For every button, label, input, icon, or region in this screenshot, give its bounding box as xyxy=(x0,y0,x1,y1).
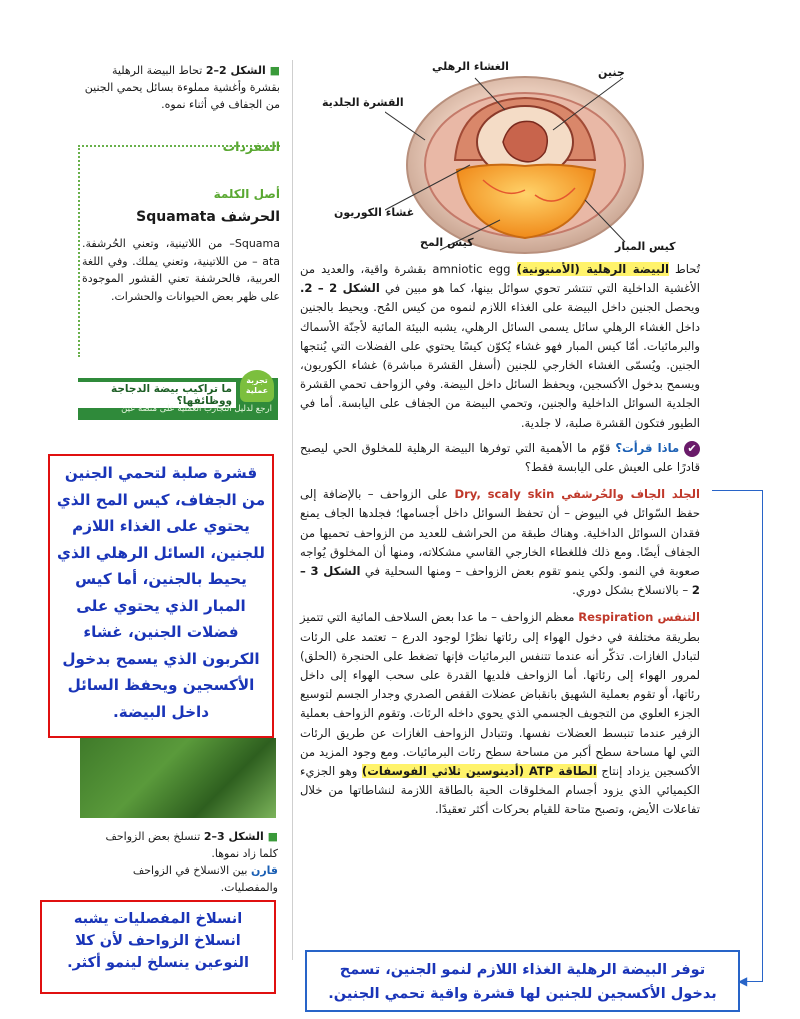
annotation-answer-egg-structures: قشرة صلبة لتحمي الجنين من الجفاف، كيس المح الذي يحتوي على الغذاء اللازم للجنين، السائل الرهلي الذي يحيط بالجنين، أما كيس المبار الذي يحتوي على فضلات الجنين، غشاء الكربون الذي يسمح بدخول الأكسجين ويحفظ السائل داخل البيضة. xyxy=(48,454,274,738)
p2-text-a: على الزواحف – بالإضافة إلى حفظ السّوائل في البيوض – أن تحفظ السوائل داخل أجسامها؛ فجلدها الجاف يمنع فقدان السوائل الداخلية. وهناك طبقة من الحراشف للعديد من الزواحف تحميها من الجفاف أيضًا. ومع ذلك فللغطاء الخارجي القاسي مشكلاته، ومنها أن المخلوق يُواجه صعوبة في النمو. ولكي ينمو تقوم بعض الزواحف – ومنها السحلية في xyxy=(300,487,700,579)
p1-text-a: amniotic egg بقشرة واقية، والعديد من الأغشية الداخلية التي تنتشر تحوي سوائل بينها، كما هو مبين في xyxy=(300,262,700,296)
label-shell: القشرة الجلدية xyxy=(322,96,404,109)
label-chorion: غشاء الكوريون xyxy=(334,206,415,219)
caption-number: الشكل 3–2 xyxy=(203,830,264,843)
connector-line-vertical xyxy=(762,490,763,982)
caption-text: تحاط البيضة الرهلية بقشرة وأغشية مملوءة بسائل يحمي الجنين من الجفاف في أثناء نموه. xyxy=(84,64,280,111)
p1-lead: تُحاط xyxy=(668,262,700,276)
term-respiration: التنفس Respiration xyxy=(578,610,701,625)
lab-note: ارجع لدليل التجارب العملية على منصة عين xyxy=(121,404,272,414)
amniotic-egg-figure xyxy=(385,70,695,260)
caption-bullet-icon: ■ xyxy=(265,64,280,77)
label-embryo: جنين xyxy=(598,66,625,79)
lab-activity-banner[interactable] xyxy=(78,378,278,420)
annotation-answer-molting: انسلاخ المفصليات يشبه انسلاخ الزواحف لأن كلا النوعين ينسلخ لينمو أكثر. xyxy=(40,900,276,994)
term-dry-scaly-skin: الجلد الجاف والحُرشفي Dry, scaly skin xyxy=(454,487,700,502)
caption-number: الشكل 2–2 xyxy=(205,64,266,77)
figure-2-2-caption xyxy=(80,62,280,113)
paragraph-dry-skin xyxy=(300,485,700,600)
caption-bullet-icon: ■ xyxy=(263,830,278,843)
caption-text: تنسلخ بعض الزواحف كلما زاد نموها. xyxy=(105,830,278,860)
p1-text-b: ويحصل الجنين داخل البيضة على الغذاء اللازم لنموه من كيس المُح. ويحيط بالجنين داخل الغشاء الرهلي سائل يسمى السائل الرهلي، يشبه البيئة المائية لأجنّة الأسماك والبرمائيات. أمّا كيس المبار فهو غشاء يُكوّن كيسًا يحتوي على الفضلات التي يُنتجها الجنين. ويُسمّى الغشاء الخارجي للجنين (أسفل القشرة مباشرة) غشاء الكوريون، ويسمح بدخول الأكسجين، ويحفظ السائل داخل البيضة. وفي الزواحف تحمي القشرة الجلدية السوائل الداخلية والجنين، وتحمي البيضة من الجفاف على اليابسة. أما في الطيور فتكون القشرة صلبة، لا جلدية. xyxy=(300,300,700,430)
label-amnion: الغشاء الرهلي xyxy=(432,60,509,73)
compare-label: قارن xyxy=(250,864,278,877)
arrow-left-icon: ◀ xyxy=(738,974,748,988)
annotation-answer-reading-check: توفر البيضة الرهلية الغذاء اللازم لنمو الجنين، تسمح بدخول الأكسجين للجنين لها قشرة واقية تحمي الجنين. xyxy=(305,950,740,1012)
column-divider xyxy=(292,60,293,960)
ref-figure-2-2: الشكل 2 – 2. xyxy=(300,281,380,296)
vocab-word: الحرشف Squamata xyxy=(136,209,280,225)
reading-check-label: ماذا قرأت؟ xyxy=(615,440,680,455)
figure-3-2-caption xyxy=(100,828,278,896)
vocabulary-box xyxy=(78,139,280,357)
connector-line-top xyxy=(712,490,762,491)
term-atp: الطاقة ATP (أدينوسين ثلاثي الفوسفات) xyxy=(361,764,597,779)
paragraph-amniotic-egg xyxy=(300,260,700,433)
reading-check-text: قوّم ما الأهمية التي توفرها البيضة الرهلية للمخلوق الحي ليصبح قادرًا على العيش على اليابسة فقط؟ xyxy=(300,440,700,475)
p3-text-b: وهو الجزيء الكيميائي الذي يزود أجسام المخلوقات الحية بالطاقة اللازمة لنشاطاتها من خلال تفاعلات الأيض، وتصبح متاحة للقيام بحركات أكثر تعقيدًا. xyxy=(300,764,700,817)
amniotic-egg-illustration xyxy=(385,70,695,260)
vocab-title: المفردات xyxy=(222,139,280,154)
vocab-origin-label: أصل الكلمة xyxy=(213,187,280,201)
p3-text-a: معظم الزواحف – ما عدا بعض السلاحف المائية التي تتميز بطريقة مختلفة في دخول الهواء إلى رئاتها نظرًا لوجود الدرع – تعتمد على الرئات لتبادل الغازات. تذكّر أنه عندما تتنفس البرمائيات فإنها تضغط على الحنجرة (الحلق) لمرور الهواء إلى رئاتها. أما الزواحف فلديها القدرة على سحب الهواء إلى داخل رئاتها، أو تقوم بعملية الشهيق بانقباض عضلات القفص الصدري وجدار الجسم لتوسيع الجزء العلوي من التجويف الجسمي الذي يحوي داخله الرئات. وتقوم الزواحف بعملية الزفير عندما تنبسط العضلات نفسها. وتتبادل الزواحف الغازات عن طريق الرئات التي لها مساحة سطح أكبر من مساحة سطح رئات البرمائيات. ومع وجود المزيد من الأكسجين يزداد إنتاج xyxy=(300,610,700,779)
lab-tag-badge: تجربة عملية xyxy=(240,370,274,402)
p2-text-b: – بالانسلاخ بشكل دوري. xyxy=(572,583,692,598)
main-text-column xyxy=(300,260,700,825)
reading-check xyxy=(300,439,700,477)
lizard-molting-photo xyxy=(80,738,276,818)
vocab-body: Squama– من اللاتينية، وتعني الحُرشفة. ata – من اللاتينية، وتعني يملك. وفي اللغة العربية، فالحرشفة تعني القشور الموجودة على ظهر بعض الحيوانات والحشرات. xyxy=(82,237,280,303)
term-amniotic-egg: البيضة الرهلية (الأمنيونية) xyxy=(516,262,669,276)
label-yolk-sac: كيس المح xyxy=(420,236,474,249)
compare-question: بين الانسلاخ في الزواحف والمفصليات. xyxy=(132,864,278,894)
check-icon: ✔ xyxy=(684,441,700,457)
lab-question: ما تراكيب بيضة الدجاجة ووظائفها؟ xyxy=(78,382,236,408)
label-allantois: كيس المبار xyxy=(615,240,676,253)
paragraph-respiration xyxy=(300,608,700,819)
ref-figure-3-2: الشكل 3 – 2 xyxy=(300,564,700,598)
